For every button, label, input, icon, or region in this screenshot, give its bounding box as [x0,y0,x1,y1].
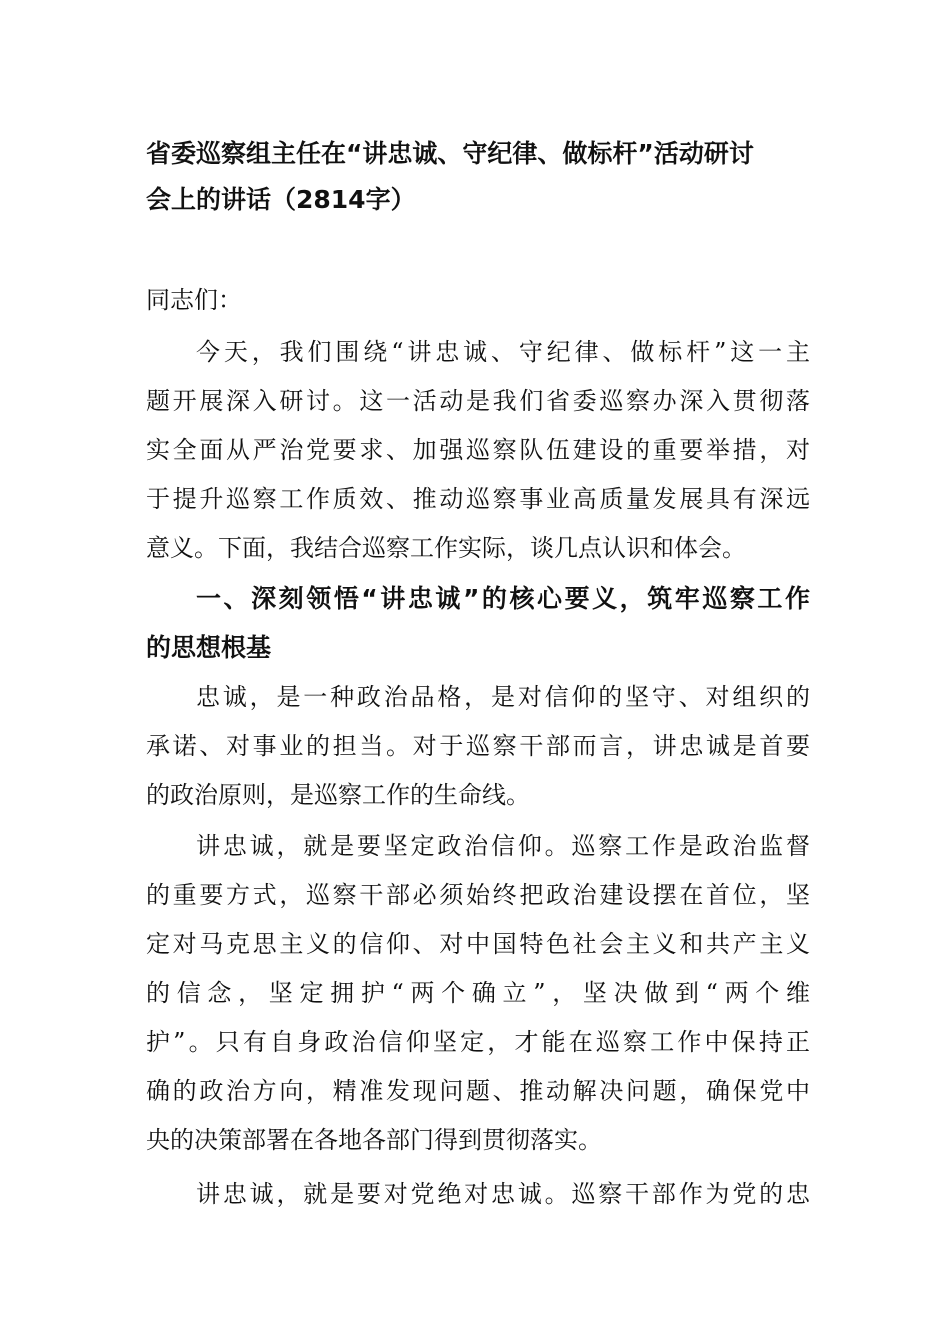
section-1-heading-line-2: 的思想根基 [146,633,272,662]
section-1-heading-line-1: 一、深刻领悟“讲忠诚”的核心要义，筑牢巡察工作 [196,584,810,613]
salutation: 同志们： [146,286,242,314]
para-2-line-6: 确的政治方向，精准发现问题、推动解决问题，确保党中 [146,1077,810,1105]
intro-line-2: 题开展深入研讨。这一活动是我们省委巡察办深入贯彻落 [146,387,810,415]
para-2-line-4: 的信念，坚定拥护“两个确立”，坚决做到“两个维 [146,979,810,1007]
document-title-line-1: 省委巡察组主任在“讲忠诚、守纪律、做标杆”活动研讨 [146,139,754,168]
para-2-line-7: 央的决策部署在各地各部门得到贯彻落实。 [146,1126,602,1154]
para-2-line-5: 护”。只有自身政治信仰坚定，才能在巡察工作中保持正 [146,1028,810,1056]
para-2-line-1: 讲忠诚，就是要坚定政治信仰。巡察工作是政治监督 [196,832,810,860]
intro-line-5: 意义。下面，我结合巡察工作实际，谈几点认识和体会。 [146,534,746,562]
intro-line-3: 实全面从严治党要求、加强巡察队伍建设的重要举措，对 [146,436,810,464]
para-3-line-1: 讲忠诚，就是要对党绝对忠诚。巡察干部作为党的忠 [196,1180,810,1208]
intro-line-4: 于提升巡察工作质效、推动巡察事业高质量发展具有深远 [146,485,810,513]
para-1-line-2: 承诺、对事业的担当。对于巡察干部而言，讲忠诚是首要 [146,732,810,760]
intro-line-1: 今天，我们围绕“讲忠诚、守纪律、做标杆”这一主 [196,338,810,366]
para-2-line-2: 的重要方式，巡察干部必须始终把政治建设摆在首位，坚 [146,881,810,909]
document-title-line-2: 会上的讲话（2814字） [146,185,416,214]
para-1-line-3: 的政治原则，是巡察工作的生命线。 [146,781,530,809]
para-1-line-1: 忠诚，是一种政治品格，是对信仰的坚守、对组织的 [196,683,810,711]
para-2-line-3: 定对马克思主义的信仰、对中国特色社会主义和共产主义 [146,930,810,958]
